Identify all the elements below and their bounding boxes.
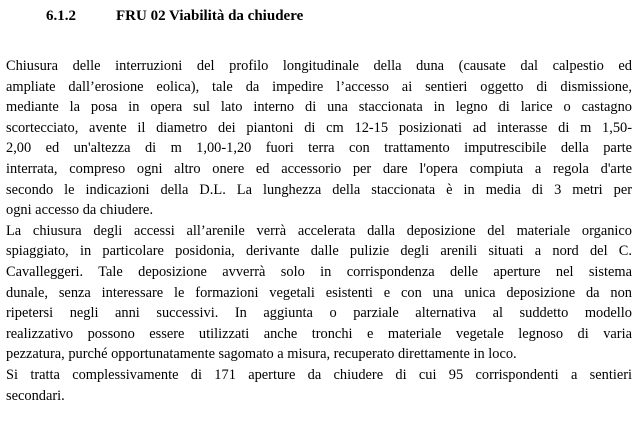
section-heading xyxy=(46,6,303,26)
text-line: spiaggiato, in particolare posidonia, derivante dalle pulizie degli arenili situati a nord del C. xyxy=(6,243,632,260)
text-line: Si tratta complessivamente di 171 aperture da chiudere di cui 95 corrispondenti a sentieri xyxy=(6,366,632,383)
text-line: scortecciato, avente il diametro dei piantoni di cm 12-15 posizionati ad interasse di m 1,50- xyxy=(6,119,632,136)
text-line: secondari. xyxy=(6,387,65,404)
section-number: 6.1.2 xyxy=(46,8,76,24)
text-line: ampliate dall’erosione eolica), tale da impedire l’accesso ai sentieri oggetto di dismissione, xyxy=(6,78,632,95)
text-line: Chiusura delle interruzioni del profilo longitudinale della duna (causate dal calpestio ed xyxy=(6,58,632,74)
text-line: interrata, compreso ogni altro onere ed accessorio per dare l'opera compiuta a regola d'arte xyxy=(6,160,632,177)
text-line: Cavalleggeri. Tale deposizione avverrà solo in corrispondenza delle aperture nel sistema xyxy=(6,263,632,280)
text-line: ogni accesso da chiudere. xyxy=(6,202,154,219)
text-line: La chiusura degli accessi all’arenile verrà accelerata dalla deposizione del materiale organico xyxy=(6,222,632,239)
text-line: mediante la posa in opera sul lato interno di una staccionata in legno di larice o castagno xyxy=(6,99,632,116)
text-line: 2,00 ed un'altezza di m 1,00-1,20 fuori terra con trattamento imputrescibile della parte xyxy=(6,140,632,157)
section-title: FRU 02 Viabilità da chiudere xyxy=(116,8,304,24)
text-line: ripetersi negli anni successivi. In aggiunta o parziale alternativa al suddetto modello xyxy=(6,305,632,322)
body-text xyxy=(6,56,632,406)
text-line: secondo le indicazioni della D.L. La lunghezza della staccionata è in media di 3 metri per xyxy=(6,181,632,198)
text-line: pezzatura, purché opportunatamente sagomato a misura, recuperato direttamente in loco. xyxy=(6,346,517,363)
text-line: dunale, senza interessare le formazioni vegetali esistenti e con una unica deposizione da non xyxy=(6,284,632,301)
text-line: realizzativo possono essere utilizzati anche tronchi e materiale vegetale legnoso di varia xyxy=(6,325,632,342)
